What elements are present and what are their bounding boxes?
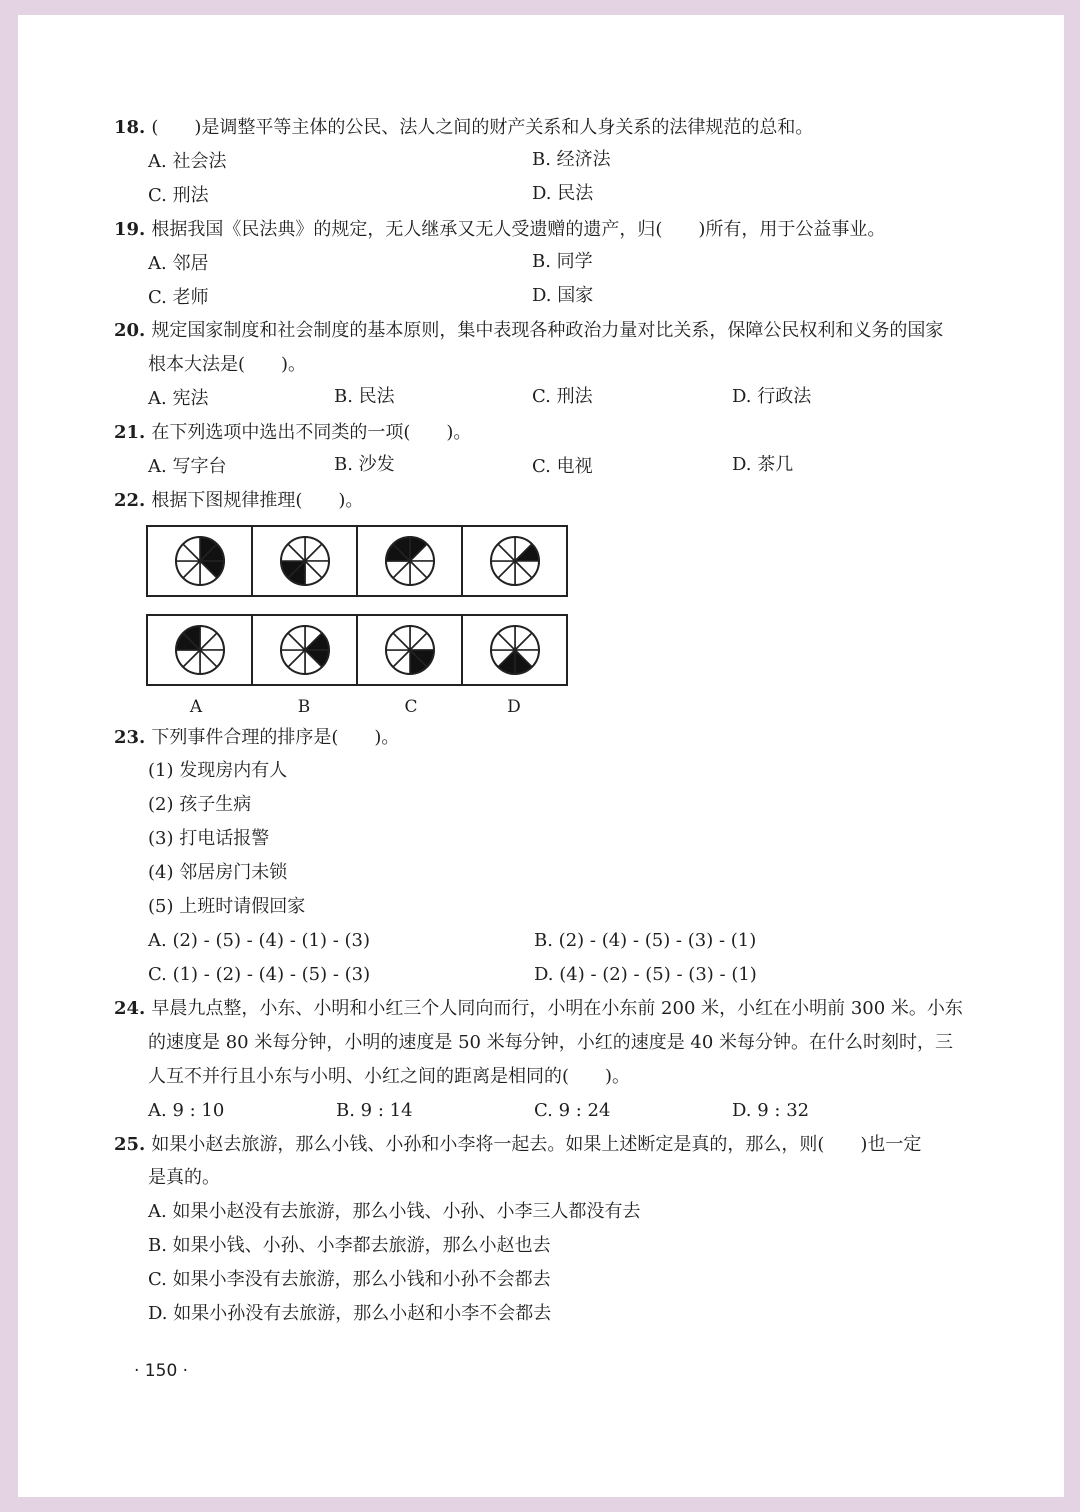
- option-a: A. 写字台: [148, 456, 227, 477]
- sequence-figure-1: [148, 527, 253, 595]
- question-text: 根据下图规律推理( )。: [151, 490, 364, 511]
- sector-circle-figure: [172, 533, 228, 589]
- option-c: C. 刑法: [532, 386, 593, 407]
- question-19: [114, 219, 885, 241]
- question-number: 20.: [114, 320, 146, 341]
- option-b: B. 同学: [532, 251, 593, 272]
- option-c: C. 刑法: [148, 185, 209, 206]
- sector-circle-figure: [382, 533, 438, 589]
- question-text: 早晨九点整，小东、小明和小红三个人同向而行，小明在小东前 200 米，小红在小明前 300 米。小东: [151, 998, 963, 1019]
- question-text: ( )是调整平等主体的公民、法人之间的财产关系和人身关系的法律规范的总和。: [151, 117, 814, 138]
- event-item: (3) 打电话报警: [148, 828, 270, 849]
- option-b: B. 如果小钱、小孙、小李都去旅游，那么小赵也去: [148, 1235, 551, 1256]
- option-d: D. 民法: [532, 183, 594, 204]
- sector-circle-figure: [487, 622, 543, 678]
- option-d: D. 如果小孙没有去旅游，那么小赵和小李不会都去: [148, 1303, 552, 1324]
- question-text-continued: 人互不并行且小东与小明、小红之间的距离是相同的( )。: [148, 1066, 631, 1087]
- question-25: [114, 1134, 921, 1156]
- question-number: 21.: [114, 422, 146, 443]
- option-d: D. 茶几: [732, 454, 794, 475]
- question-text: 根据我国《民法典》的规定，无人继承又无人受遗赠的遗产，归( )所有，用于公益事业。: [151, 219, 886, 240]
- question-text: 在下列选项中选出不同类的一项( )。: [151, 422, 472, 443]
- sector-circle-figure: [172, 622, 228, 678]
- puzzle-sequence-row: [146, 525, 568, 597]
- choice-figure-b: [253, 616, 358, 684]
- choice-figure-a: [148, 616, 253, 684]
- option-a: A. 宪法: [148, 388, 209, 409]
- question-text: 规定国家制度和社会制度的基本原则，集中表现各种政治力量对比关系，保障公民权利和义务的国家: [151, 320, 944, 341]
- question-number: 25.: [114, 1134, 146, 1155]
- option-a: A. 社会法: [148, 151, 227, 172]
- sector-circle-figure: [277, 622, 333, 678]
- event-item: (5) 上班时请假回家: [148, 896, 306, 917]
- choice-label-b: B: [297, 697, 311, 717]
- option-d: D. 9 : 32: [732, 1100, 810, 1121]
- question-18: [114, 117, 813, 139]
- question-23: [114, 727, 399, 749]
- event-item: (2) 孩子生病: [148, 794, 252, 815]
- question-number: 18.: [114, 117, 146, 138]
- option-c: C. 9 : 24: [534, 1100, 611, 1121]
- question-24: [114, 998, 963, 1020]
- question-number: 22.: [114, 490, 146, 511]
- option-a: A. 9 : 10: [148, 1100, 225, 1121]
- option-b: B. 经济法: [532, 149, 611, 170]
- option-b: B. 沙发: [334, 454, 395, 475]
- choice-figure-c: [358, 616, 463, 684]
- event-item: (1) 发现房内有人: [148, 760, 288, 781]
- sequence-figure-4: [463, 527, 566, 595]
- choice-label-a: A: [189, 697, 203, 717]
- option-c: C. 电视: [532, 456, 593, 477]
- sector-circle-figure: [277, 533, 333, 589]
- question-text-continued: 根本大法是( )。: [148, 354, 307, 375]
- sector-circle-figure: [487, 533, 543, 589]
- sector-circle-figure: [382, 622, 438, 678]
- option-b: B. 9 : 14: [336, 1100, 413, 1121]
- puzzle-choices-row: [146, 614, 568, 686]
- option-a: A. 邻居: [148, 253, 209, 274]
- choice-label-c: C: [404, 697, 418, 717]
- question-22: [114, 490, 363, 512]
- page: [18, 15, 1064, 1497]
- choice-figure-d: [463, 616, 566, 684]
- option-b: B. (2) - (4) - (5) - (3) - (1): [534, 930, 757, 951]
- option-a: A. (2) - (5) - (4) - (1) - (3): [148, 930, 371, 951]
- question-text-continued: 是真的。: [148, 1167, 220, 1188]
- option-b: B. 民法: [334, 386, 395, 407]
- page-number: · 150 ·: [134, 1361, 189, 1381]
- choice-label-d: D: [507, 697, 521, 717]
- question-number: 19.: [114, 219, 146, 240]
- option-d: D. (4) - (2) - (5) - (3) - (1): [534, 964, 757, 985]
- option-a: A. 如果小赵没有去旅游，那么小钱、小孙、小李三人都没有去: [148, 1201, 641, 1222]
- event-item: (4) 邻居房门未锁: [148, 862, 288, 883]
- question-text: 下列事件合理的排序是( )。: [151, 727, 400, 748]
- option-d: D. 行政法: [732, 386, 812, 407]
- option-c: C. (1) - (2) - (4) - (5) - (3): [148, 964, 371, 985]
- sequence-figure-2: [253, 527, 358, 595]
- option-c: C. 如果小李没有去旅游，那么小钱和小孙不会都去: [148, 1269, 551, 1290]
- option-d: D. 国家: [532, 285, 594, 306]
- question-21: [114, 422, 471, 444]
- question-text: 如果小赵去旅游，那么小钱、小孙和小李将一起去。如果上述断定是真的，那么，则( )也一定: [151, 1134, 922, 1155]
- sequence-figure-3: [358, 527, 463, 595]
- question-number: 23.: [114, 727, 146, 748]
- question-number: 24.: [114, 998, 146, 1019]
- question-20: [114, 320, 943, 342]
- question-text-continued: 的速度是 80 米每分钟，小明的速度是 50 米每分钟，小红的速度是 40 米每分钟。在什么时刻时，三: [148, 1032, 954, 1053]
- option-c: C. 老师: [148, 287, 209, 308]
